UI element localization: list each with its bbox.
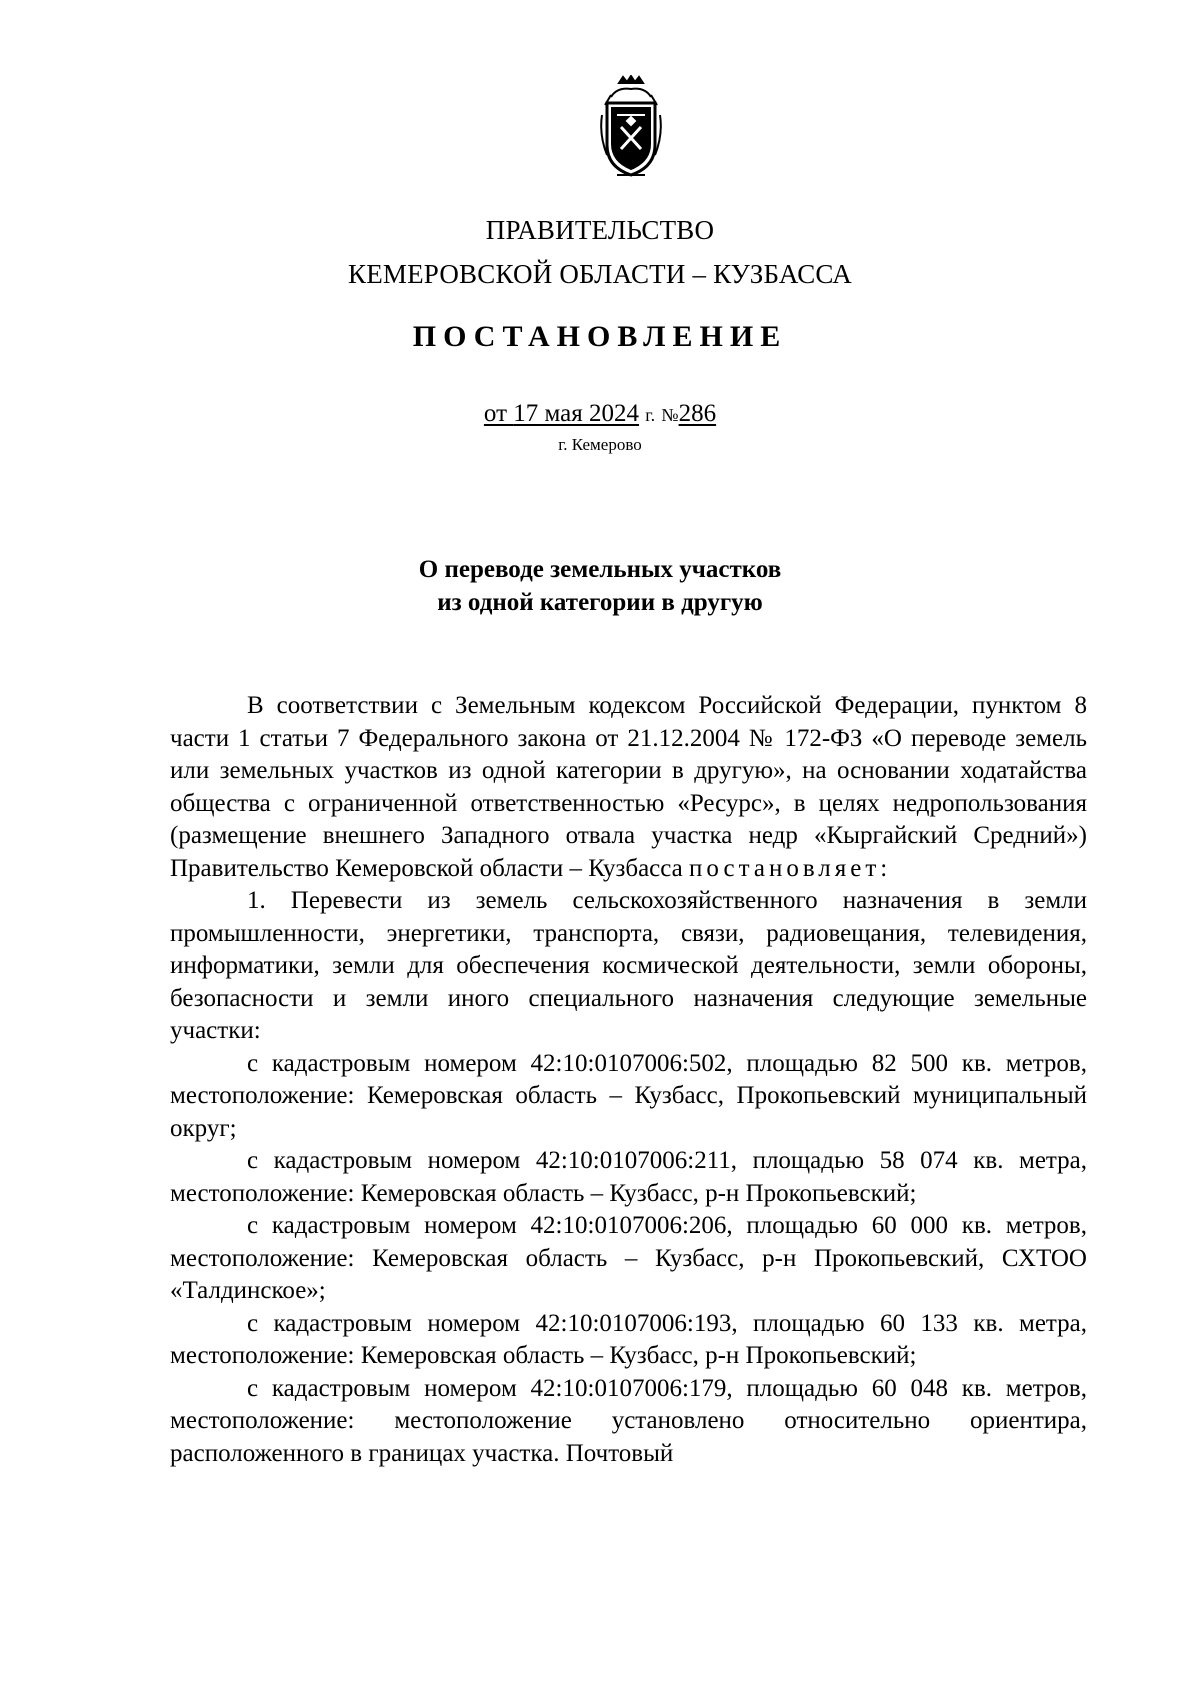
parcel-paragraph: с кадастровым номером 42:10:0107006:502, площадью 82 500 кв. метров, местоположение: Кемеровская область – Кузбасс, Прокопьевский муниципальный округ; [170, 1049, 1087, 1142]
intro-verb: постановляет: [689, 854, 892, 882]
intro-text: В соответствии с Земельным кодексом Российской Федерации, пунктом 8 части 1 статьи 7 Федерального закона от 21.12.2004 № 172-ФЗ «О переводе земель или земельных участков из одной категории в другую», на основании ходатайства общества с ограниченной ответственностью «Ресурс», в целях недропользования (размещение внешнего Западного отвала участка недр «Кыргайский Средний») Правительство Кемеровской области – Кузбасса [170, 692, 1087, 882]
intro-paragraph [170, 690, 1087, 885]
parcel-paragraph: с кадастровым номером 42:10:0107006:206, площадью 60 000 кв. метров, местоположение: Кемеровская область – Кузбасс, р-н Прокопьевский, СХТОО «Талдинское»; [170, 1212, 1087, 1304]
kuzbass-coat-of-arms-icon [597, 75, 665, 179]
government-line-1: ПРАВИТЕЛЬСТВО [485, 215, 715, 245]
subject-line-1: О переводе земельных участков [418, 556, 782, 583]
government-line-2: КЕМЕРОВСКОЙ ОБЛАСТИ – КУЗБАССА [348, 259, 852, 289]
subject-line-2: из одной категории в другую [437, 589, 763, 616]
date-field [484, 400, 639, 427]
document-type-title: ПОСТАНОВЛЕНИЕ [412, 320, 788, 353]
date-value: 17 мая 2024 [513, 400, 640, 427]
parcel-paragraph: с кадастровым номером 42:10:0107006:211, площадью 58 074 кв. метра, местоположение: Кемеровская область – Кузбасс, р-н Прокопьевский; [170, 1147, 1087, 1207]
date-prefix: от [483, 400, 508, 427]
year-suffix: г. [645, 405, 656, 425]
city-label: г. Кемерово [558, 435, 642, 454]
document-subject [0, 553, 1200, 619]
document-number: 286 [678, 400, 717, 427]
parcel-paragraph: с кадастровым номером 42:10:0107006:193, площадью 60 133 кв. метра, местоположение: Кемеровская область – Кузбасс, р-н Прокопьевский; [170, 1309, 1087, 1369]
number-sign: № [661, 405, 679, 425]
date-number-line [0, 400, 1200, 428]
government-name [0, 208, 1200, 296]
document-body [170, 690, 1087, 1470]
item-1-paragraph: 1. Перевести из земель сельскохозяйственного назначения в земли промышленности, энергетики, транспорта, связи, радиовещания, телевидения, информатики, земли для обеспечения космической деятельности, земли обороны, безопасности и земли иного специального назначения следующие земельные участки: [170, 887, 1087, 1044]
parcel-paragraph: с кадастровым номером 42:10:0107006:179, площадью 60 048 кв. метров, местоположение: местоположение установлено относительно ориентира, расположенного в границах участка. Почтовый [170, 1374, 1087, 1467]
